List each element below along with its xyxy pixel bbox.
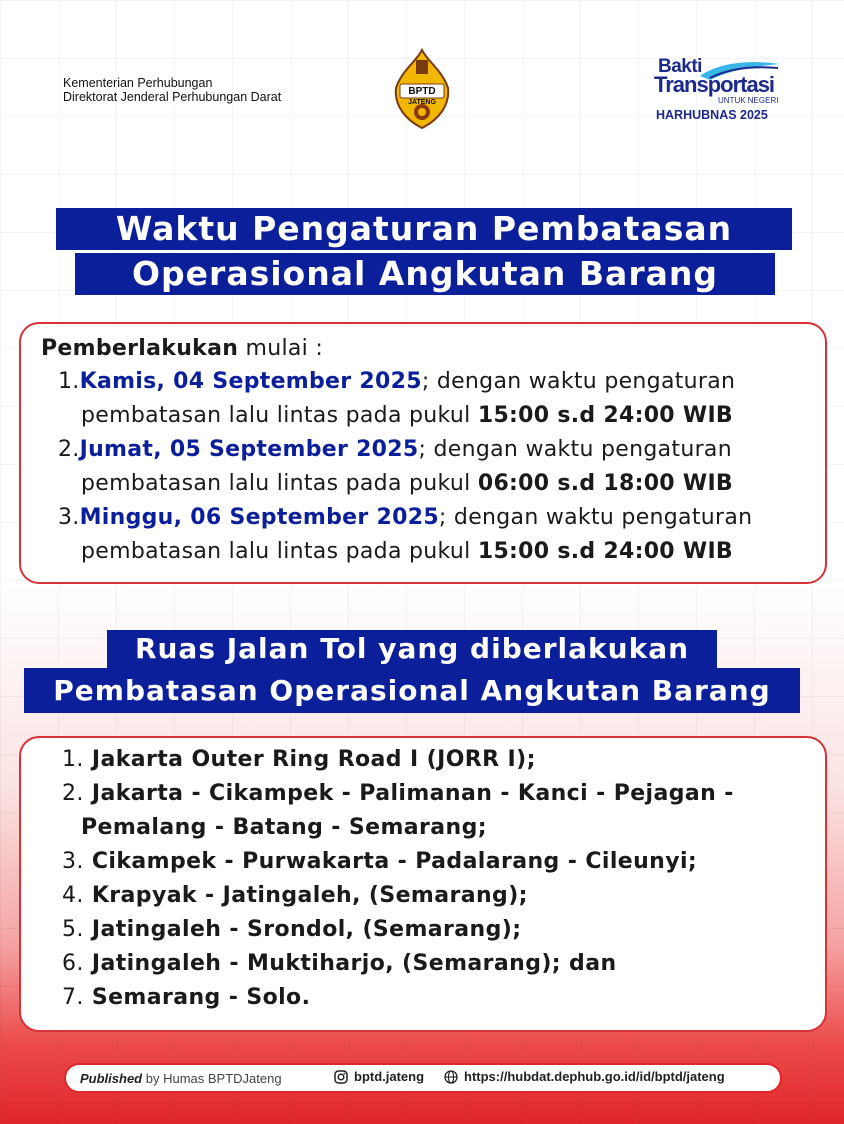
route-number: 1. (62, 747, 84, 772)
route-text: Semarang - Solo. (91, 985, 311, 1010)
schedule-item-line2-text: pembatasan lalu lintas pada pukul (81, 471, 478, 496)
section2-title-line1: Ruas Jalan Tol yang diberlakukan (107, 630, 717, 668)
route-item (62, 917, 521, 942)
logo-center-text2: JATENG (408, 99, 436, 106)
logo-right-line4: HARHUBNAS 2025 (656, 108, 768, 122)
published-bold: Published (80, 1071, 143, 1086)
route-item (62, 985, 310, 1010)
published-rest: by Humas BPTDJateng (142, 1071, 282, 1086)
route-text: Jatingaleh - Srondol, (Semarang); (91, 917, 522, 942)
route-item (62, 747, 536, 772)
ministry-name (63, 76, 281, 104)
bptd-jateng-logo (392, 48, 452, 130)
schedule-item-mid: ; dengan waktu pengaturan (421, 369, 736, 394)
schedule-intro (41, 336, 323, 361)
schedule-item (58, 505, 752, 530)
bakti-transportasi-logo (650, 56, 786, 126)
schedule-item-day: Jumat, 05 September 2025 (79, 437, 419, 462)
website-url[interactable]: https://hubdat.dephub.go.id/id/bptd/jateng (464, 1069, 725, 1084)
schedule-item-day: Kamis, 04 September 2025 (79, 369, 422, 394)
schedule-item-time: 15:00 s.d 24:00 WIB (477, 539, 733, 564)
route-item (62, 883, 528, 908)
schedule-item (58, 369, 735, 394)
schedule-item-time: 15:00 s.d 24:00 WIB (477, 403, 733, 428)
schedule-item-line2-text: pembatasan lalu lintas pada pukul (81, 539, 478, 564)
route-text: Cikampek - Purwakarta - Padalarang - Cileunyi; (91, 849, 698, 874)
schedule-item-number: 2. (58, 437, 80, 462)
logo-right-line2: Transportasi (654, 72, 775, 97)
schedule-item-day: Minggu, 06 September 2025 (79, 505, 439, 530)
route-text: Jakarta - Cikampek - Palimanan - Kanci - Pejagan - (91, 781, 734, 806)
section2-title-line2: Pembatasan Operasional Angkutan Barang (24, 668, 800, 713)
schedule-item-time: 06:00 s.d 18:00 WIB (477, 471, 733, 496)
route-item (62, 781, 734, 806)
route-number: 3. (62, 849, 84, 874)
route-text: Krapyak - Jatingaleh, (Semarang); (91, 883, 528, 908)
published-by (80, 1071, 282, 1086)
route-text: Jakarta Outer Ring Road I (JORR I); (91, 747, 536, 772)
route-number: 5. (62, 917, 84, 942)
schedule-item-line2-text: pembatasan lalu lintas pada pukul (81, 403, 478, 428)
schedule-item-number: 3. (58, 505, 80, 530)
schedule-item-mid: ; dengan waktu pengaturan (438, 505, 753, 530)
ministry-line-2: Direktorat Jenderal Perhubungan Darat (63, 90, 282, 104)
route-item (62, 849, 697, 874)
logo-center-text1: BPTD (408, 86, 436, 97)
section1-title-line2: Operasional Angkutan Barang (75, 253, 775, 295)
globe-icon (444, 1070, 458, 1084)
footer-bar (64, 1063, 782, 1093)
route-number: 6. (62, 951, 84, 976)
route-text: Jatingaleh - Muktiharjo, (Semarang); dan (91, 951, 617, 976)
schedule-item-line2 (81, 403, 733, 428)
route-item (62, 951, 617, 976)
schedule-item-line2 (81, 539, 733, 564)
route-number: 7. (62, 985, 84, 1010)
schedule-item-mid: ; dengan waktu pengaturan (418, 437, 732, 462)
logo-right-line1: Bakti (658, 56, 702, 77)
instagram-icon (334, 1070, 348, 1084)
schedule-item-number: 1. (58, 369, 80, 394)
schedule-intro-bold: Pemberlakukan (41, 336, 239, 361)
route-number: 4. (62, 883, 84, 908)
ministry-line-1: Kementerian Perhubungan (63, 76, 213, 90)
schedule-item (58, 437, 732, 462)
website-link[interactable] (444, 1069, 725, 1084)
instagram-link[interactable] (334, 1069, 424, 1084)
schedule-item-line2 (81, 471, 733, 496)
route-item-continuation: Pemalang - Batang - Semarang; (81, 815, 487, 840)
route-number: 2. (62, 781, 84, 806)
schedule-intro-rest: mulai : (238, 336, 324, 361)
section1-title-line1: Waktu Pengaturan Pembatasan (56, 208, 792, 250)
instagram-handle[interactable]: bptd.jateng (354, 1069, 425, 1084)
logo-right-line3: UNTUK NEGERI (718, 96, 779, 105)
